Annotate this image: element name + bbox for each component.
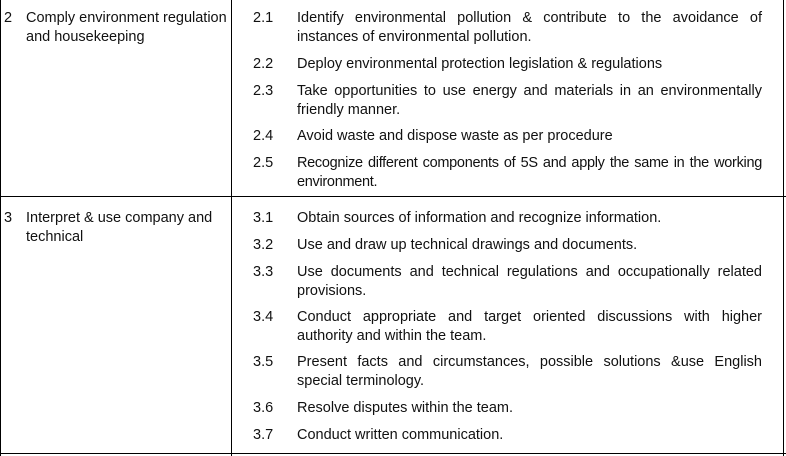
criterion-number: 2.5 <box>253 155 274 171</box>
criterion-number: 2.4 <box>253 128 274 144</box>
row-divider <box>0 196 786 197</box>
table-column-divider <box>231 0 232 456</box>
criterion-text: Conduct appropriate and target oriented discussions with higher authority and within the team. <box>297 309 762 344</box>
outcome-number: 3 <box>4 210 13 226</box>
criterion-number: 3.1 <box>253 210 274 226</box>
criterion-text: Identify environmental pollution & contribute to the avoidance of instances of environmental pollution. <box>297 10 762 45</box>
criterion-text: Deploy environmental protection legislation & regulations <box>297 56 663 72</box>
criterion-text: Conduct written communication. <box>297 427 504 443</box>
table-border-left <box>0 0 1 456</box>
criterion-number: 3.7 <box>253 427 274 443</box>
criterion-text: Use documents and technical regulations and occupationally related provisions. <box>297 264 762 299</box>
criterion-number: 2.3 <box>253 83 274 99</box>
outcome-number: 2 <box>4 10 13 26</box>
criterion-number: 2.2 <box>253 56 274 72</box>
criterion-text: Present facts and circumstances, possible solutions &use English special terminology. <box>297 354 762 389</box>
criterion-text: Obtain sources of information and recognize information. <box>297 210 662 226</box>
criterion-text: Take opportunities to use energy and materials in an environmentally friendly manner. <box>297 83 762 118</box>
criterion-number: 3.4 <box>253 309 274 325</box>
criterion-number: 3.6 <box>253 400 274 416</box>
criterion-number: 3.3 <box>253 264 274 280</box>
criterion-text: Use and draw up technical drawings and documents. <box>297 237 638 253</box>
table-border-right <box>783 0 784 456</box>
criterion-number: 2.1 <box>253 10 274 26</box>
criterion-number: 3.2 <box>253 237 274 253</box>
outcome-title: Interpret & use company and technical <box>26 210 213 245</box>
criterion-text: Resolve disputes within the team. <box>297 400 513 416</box>
outcome-title: Comply environment regulation and housekeeping <box>26 10 227 45</box>
table-border-bottom <box>0 453 786 454</box>
criterion-number: 3.5 <box>253 354 274 370</box>
criterion-text: Recognize different components of 5S and apply the same in the working environment. <box>297 155 762 190</box>
criterion-text: Avoid waste and dispose waste as per procedure <box>297 128 613 144</box>
